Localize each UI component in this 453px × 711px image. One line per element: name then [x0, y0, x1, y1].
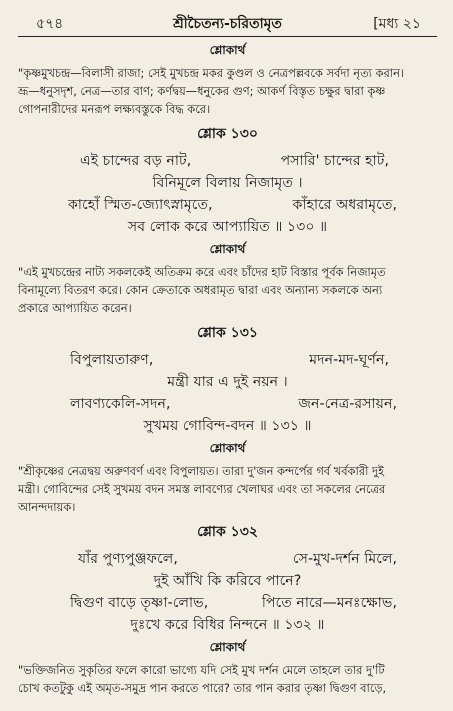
verse-half: এই চান্দের বড় নাট,: [80, 153, 192, 169]
verse-half: বিপুলায়তারুণ,: [70, 352, 154, 368]
verse-half: কাহোঁ স্মিত-জ্যোৎস্নামৃতে,: [68, 197, 213, 213]
text-line: "এই মুখচন্দ্রের নাট্য সকলকেই অতিক্রম করে এবং চাঁদের হাট বিস্তার পূর্বক নিজামৃত: [18, 265, 386, 279]
text-line: ভ্রূ—ধনুসদৃশ, নেত্র—তার বাণ; কর্ণদ্বয়—ধনুকের গুণ; আকর্ণ বিস্তৃত চক্ষুর দ্বারা কৃষ্ণ: [18, 84, 386, 98]
translation-block-2: [18, 241, 437, 317]
verse-line: সব লোক করে আপ্যায়িত ॥ ১৩০ ॥: [127, 219, 328, 235]
verse-half: সে-মুখ-দর্শন মিলে,: [292, 551, 397, 567]
translation-text: [18, 462, 437, 516]
verse-half: পিতে নারে—মনঃক্ষোভ,: [261, 595, 397, 611]
translation-text: [18, 64, 437, 118]
text-line: আনন্দদায়ক।: [18, 500, 76, 514]
verse-half: মদন-মদ-ঘূর্ণন,: [309, 352, 389, 368]
verse-half: দ্বিগুণ বাড়ে তৃষ্ণা-লোভ,: [70, 595, 209, 611]
verse-line: বিনিমূলে বিলায় নিজামৃত ।: [152, 175, 303, 191]
verse-line: মন্ত্রী যার এ দুই নয়ন ।: [167, 374, 288, 390]
verse-half: পসারি' চান্দের হাট,: [280, 153, 389, 169]
verse-line: দুঃখে করে বিধির নিন্দনে ॥ ১৩২ ॥: [130, 617, 325, 633]
translation-text: [18, 661, 437, 697]
verse-heading: শ্লোক ১৩২: [197, 524, 258, 540]
text-line: বিনামূল্যে বিতরণ করে। কোন ক্রেতাকে অধরামৃত দ্বারা এবং অন্যান্য সকলকে অন্য: [18, 283, 383, 297]
running-title: শ্রীচৈতন্য-চরিতামৃত: [173, 16, 282, 32]
header-rule: [18, 36, 437, 37]
text-line: চোখ কতটুকু এই অমৃত-সমুদ্র পান করতে পারে? তার পান করার তৃষ্ণা দ্বিগুণ বাড়ে,: [18, 681, 387, 695]
text-line: "ভক্তিজনিত সুকৃতির ফলে কারো ভাগ্যে যদি সেই মুখ দর্শন মেলে তাহলে তার দু'টি: [18, 663, 385, 677]
text-line: "কৃষ্ণমুখচন্দ্র—বিলাসী রাজা; সেই মুখচন্দ্র মকর কুণ্ডল ও নেত্রপল্লবকে সর্বদা নৃত্য করান।: [18, 66, 404, 80]
translation-block-1: [18, 42, 437, 118]
translation-label: শ্লোকার্থ: [209, 640, 246, 654]
verse-half: কাঁহারে অধরামৃতে,: [292, 197, 397, 213]
verse-132: [18, 520, 437, 636]
text-line: প্রকারে আপ্যায়িত করেন।: [18, 301, 132, 315]
verse-131: [18, 321, 437, 437]
translation-label: শ্লোকার্থ: [209, 43, 246, 57]
verse-half: জন-নেত্র-রসায়ন,: [298, 396, 397, 412]
verse-line: [18, 194, 437, 216]
verse-line: [18, 592, 437, 614]
verse-line: [18, 393, 437, 415]
translation-block-4: [18, 639, 437, 697]
verse-line: [18, 349, 437, 371]
page-number: ৫৭৪: [36, 16, 64, 32]
verse-line: দুই আঁখি কি করিবে পানে?: [153, 573, 302, 589]
translation-label: শ্লোকার্থ: [209, 242, 246, 256]
translation-text: [18, 263, 437, 317]
text-line: "শ্রীকৃষ্ণের নেত্রদ্বয় অরুণবর্ণ এবং বিপুলায়ত। তারা দু'জন কন্দর্পের গর্ব খর্বকারী দুই: [18, 464, 384, 478]
section-label: [মধ্য ২১: [373, 16, 421, 32]
page-header: [18, 0, 437, 38]
verse-line: সুখময় গোবিন্দ-বদন ॥ ১৩১ ॥: [143, 418, 312, 434]
verse-line: [18, 548, 437, 570]
text-line: মন্ত্রী। গোবিন্দের সেই সুখময় বদন সমস্ত লাবণ্যের খেলাঘর এবং তা সকলের নেত্রের: [18, 482, 386, 496]
translation-label: শ্লোকার্থ: [209, 441, 246, 455]
verse-half: যাঁর পুণ্যপুঞ্জফলে,: [78, 551, 178, 567]
verse-line: [18, 150, 437, 172]
translation-block-3: [18, 440, 437, 516]
verse-heading: শ্লোক ১৩০: [197, 126, 258, 142]
verse-half: লাবণ্যকেলি-সদন,: [70, 396, 171, 412]
text-line: গোপনারীদের মনরূপ লক্ষ্যবস্তুকে বিদ্ধ করে।: [18, 102, 211, 116]
verse-heading: শ্লোক ১৩১: [197, 325, 258, 341]
verse-130: [18, 122, 437, 238]
